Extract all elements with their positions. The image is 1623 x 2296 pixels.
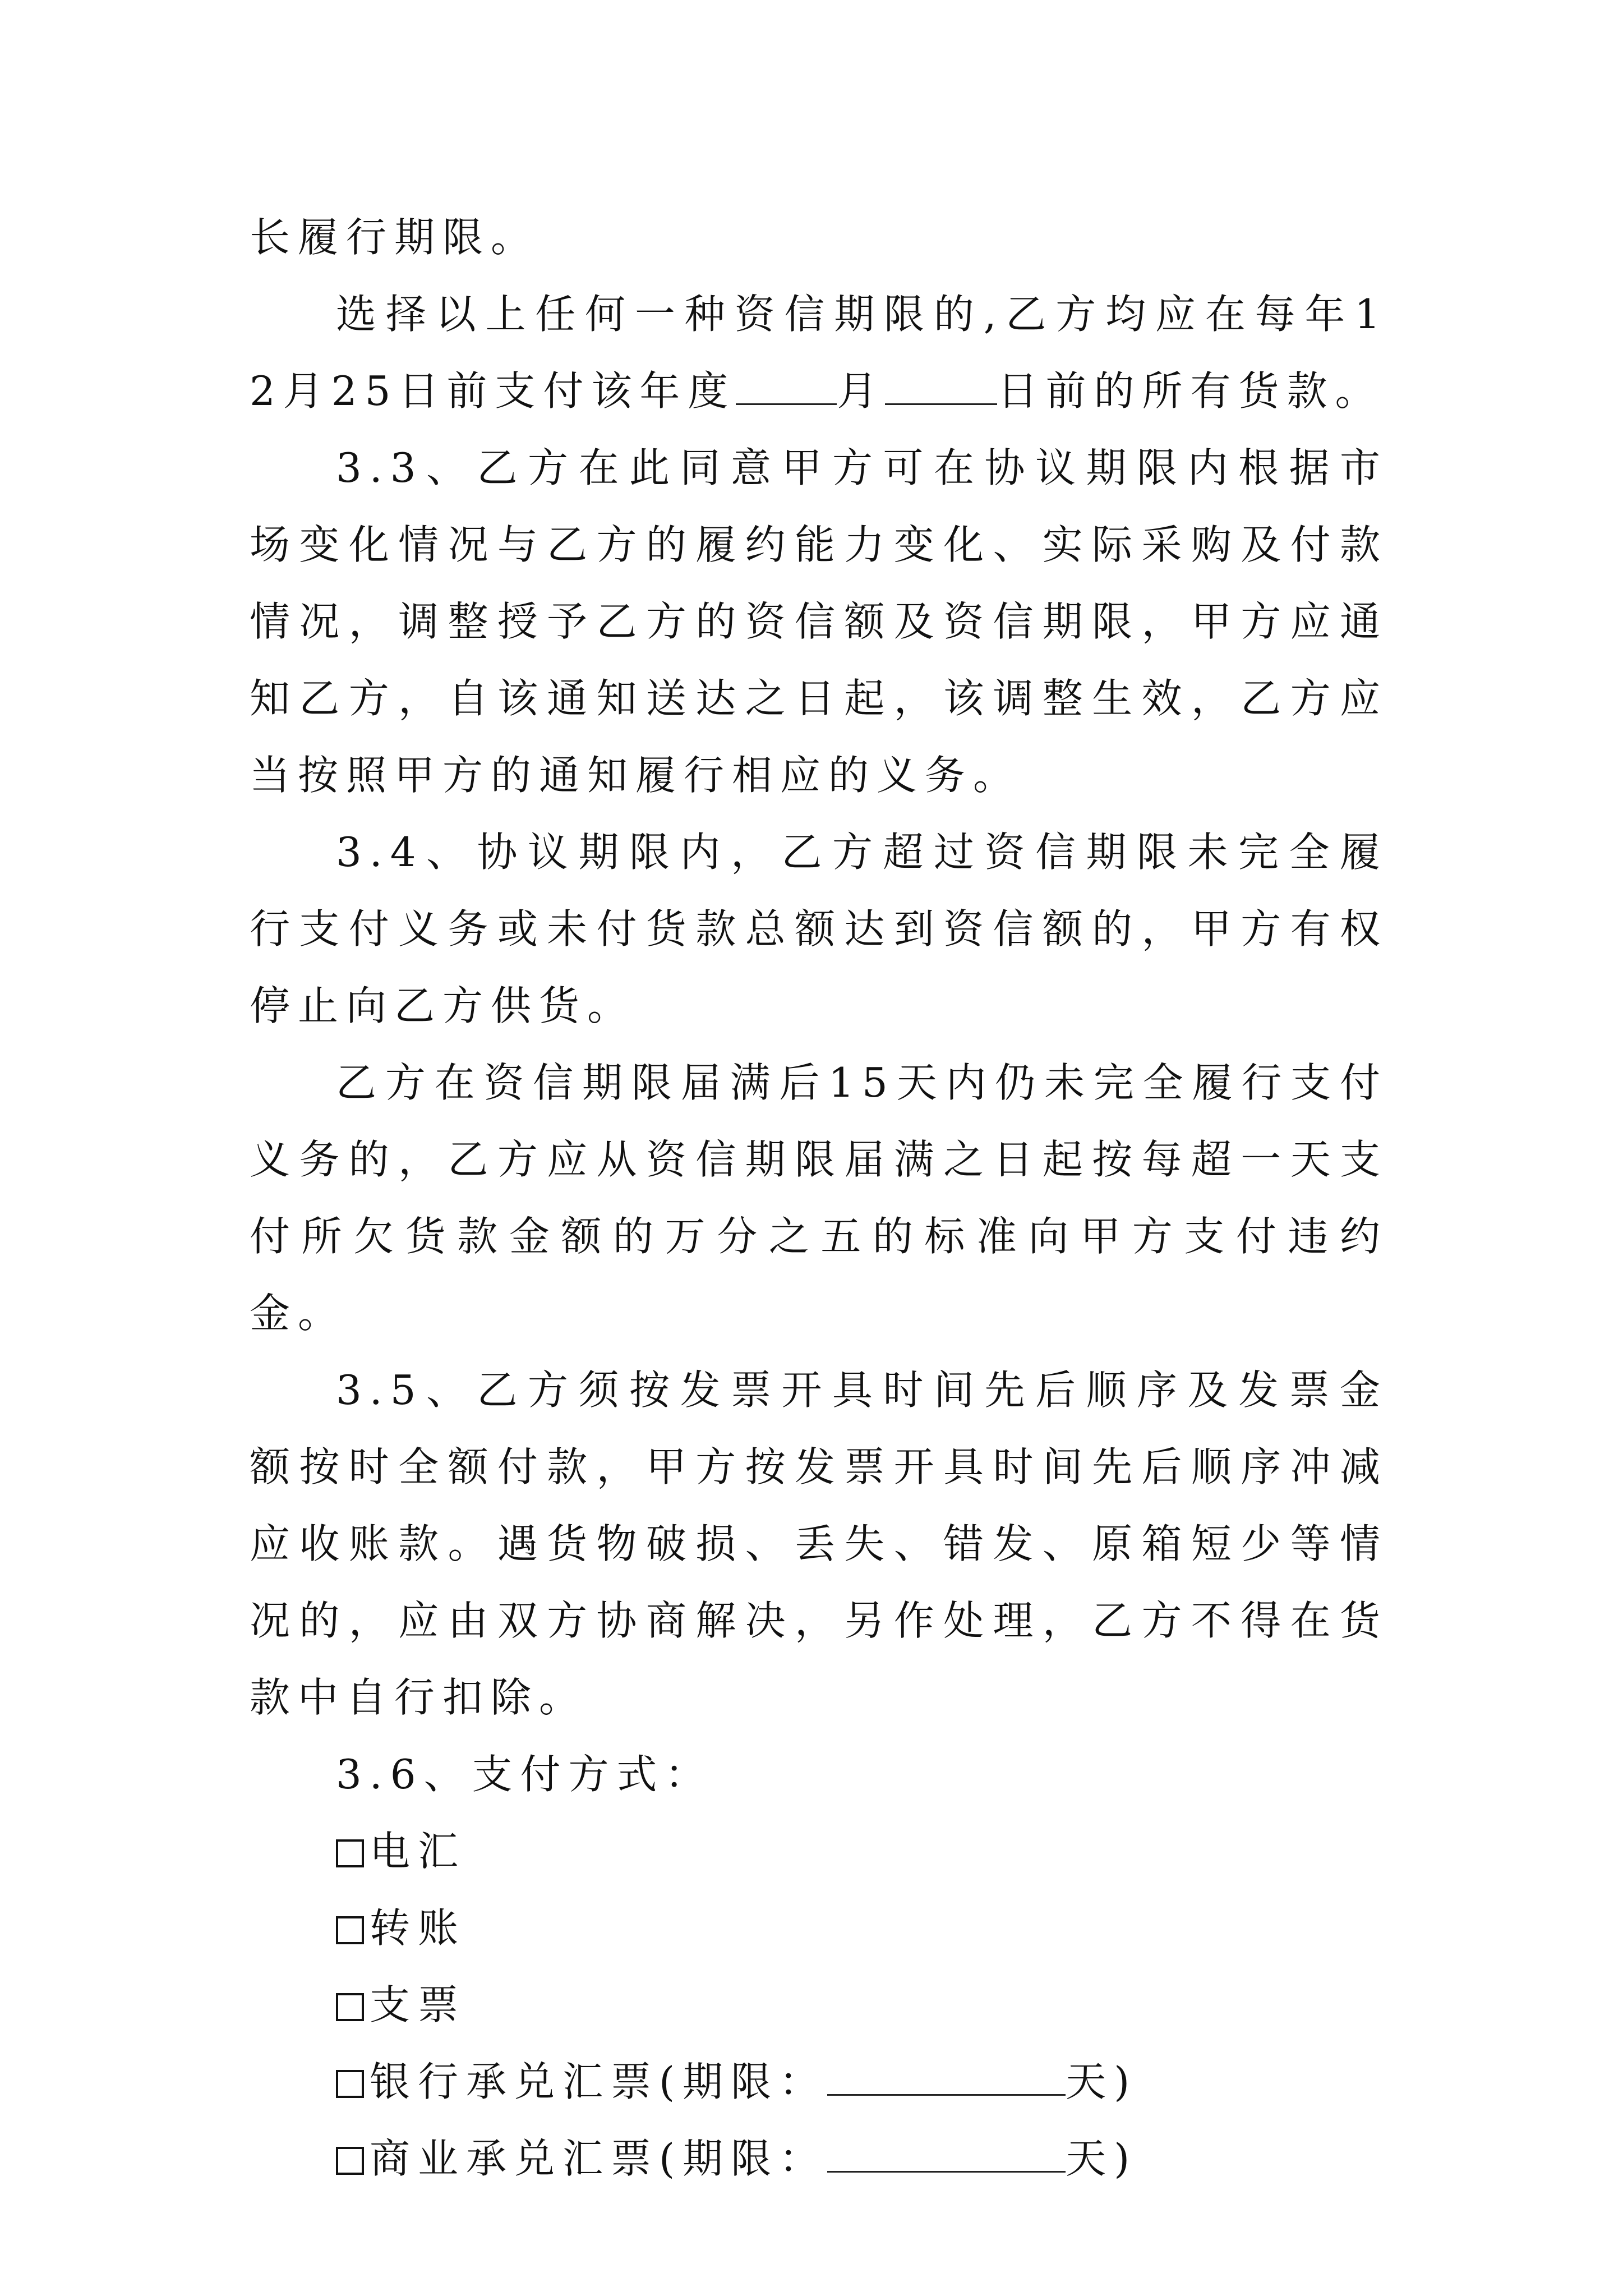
bank-draft-days-blank [827, 2060, 1066, 2096]
commercial-draft-days-blank [827, 2137, 1066, 2173]
transfer-label: 转账 [370, 1904, 467, 1952]
payment-option-commercial-draft [250, 2120, 1388, 2197]
bank-draft-label: 银行承兑汇票(期限： [370, 2058, 828, 2105]
bank-draft-days-unit: 天) [1066, 2058, 1138, 2105]
paragraph-clause-3-3: 3.3、乙方在此同意甲方可在协议期限内根据市场变化情况与乙方的履约能力变化、实际采购及付款情况，调整授予乙方的资信额及资信期限，甲方应通知乙方，自该通知送达之日起，该调整生效，乙方应当按照甲方的通知履行相应的义务。 [250, 444, 1388, 799]
payment-deadline-text: 选择以上任何一种资信期限的,乙方均应在每年12月25日前支付该年度 [250, 291, 1388, 415]
paragraph-credit-period-payment [250, 276, 1388, 430]
commercial-draft-label: 商业承兑汇票(期限： [370, 2135, 828, 2182]
cheque-label: 支票 [370, 1981, 467, 2028]
paragraph-clause-3-5: 3.5、乙方须按发票开具时间先后顺序及发票金额按时全额付款，甲方按发票开具时间先后顺序冲减应收账款。遇货物破损、丢失、错发、原箱短少等情况的，应由双方协商解决，另作处理，乙方不得在货款中自行扣除。 [250, 1366, 1388, 1721]
paragraph-clause-3-4: 3.4、协议期限内，乙方超过资信期限未完全履行支付义务或未付货款总额达到资信额的，甲方有权停止向乙方供货。 [250, 829, 1388, 1029]
wire-checkbox[interactable] [336, 1839, 364, 1867]
payment-option-cheque [250, 1967, 1388, 2044]
payment-option-wire [250, 1813, 1388, 1890]
paragraph-late-penalty: 乙方在资信期限届满后15天内仍未完全履行支付义务的，乙方应从资信期限届满之日起按每超一天支付所欠货款金额的万分之五的标准向甲方支付违约金。 [250, 1059, 1388, 1337]
day-blank [885, 370, 997, 405]
transfer-checkbox[interactable] [336, 1916, 364, 1944]
payment-deadline-end: 日前的所有货款。 [997, 367, 1384, 415]
month-blank [736, 370, 837, 405]
document-body [250, 199, 1388, 2197]
commercial-draft-checkbox[interactable] [336, 2147, 364, 2175]
cheque-checkbox[interactable] [336, 1993, 364, 2021]
wire-label: 电汇 [370, 1828, 467, 1875]
payment-option-transfer [250, 1890, 1388, 1967]
paragraph-clause-3-6-heading: 3.6、支付方式： [336, 1751, 713, 1798]
payment-option-bank-draft [250, 2044, 1388, 2120]
month-label: 月 [837, 367, 886, 415]
bank-draft-checkbox[interactable] [336, 2070, 364, 2098]
commercial-draft-days-unit: 天) [1066, 2135, 1138, 2182]
paragraph-term-continuation: 长履行期限。 [250, 214, 540, 261]
